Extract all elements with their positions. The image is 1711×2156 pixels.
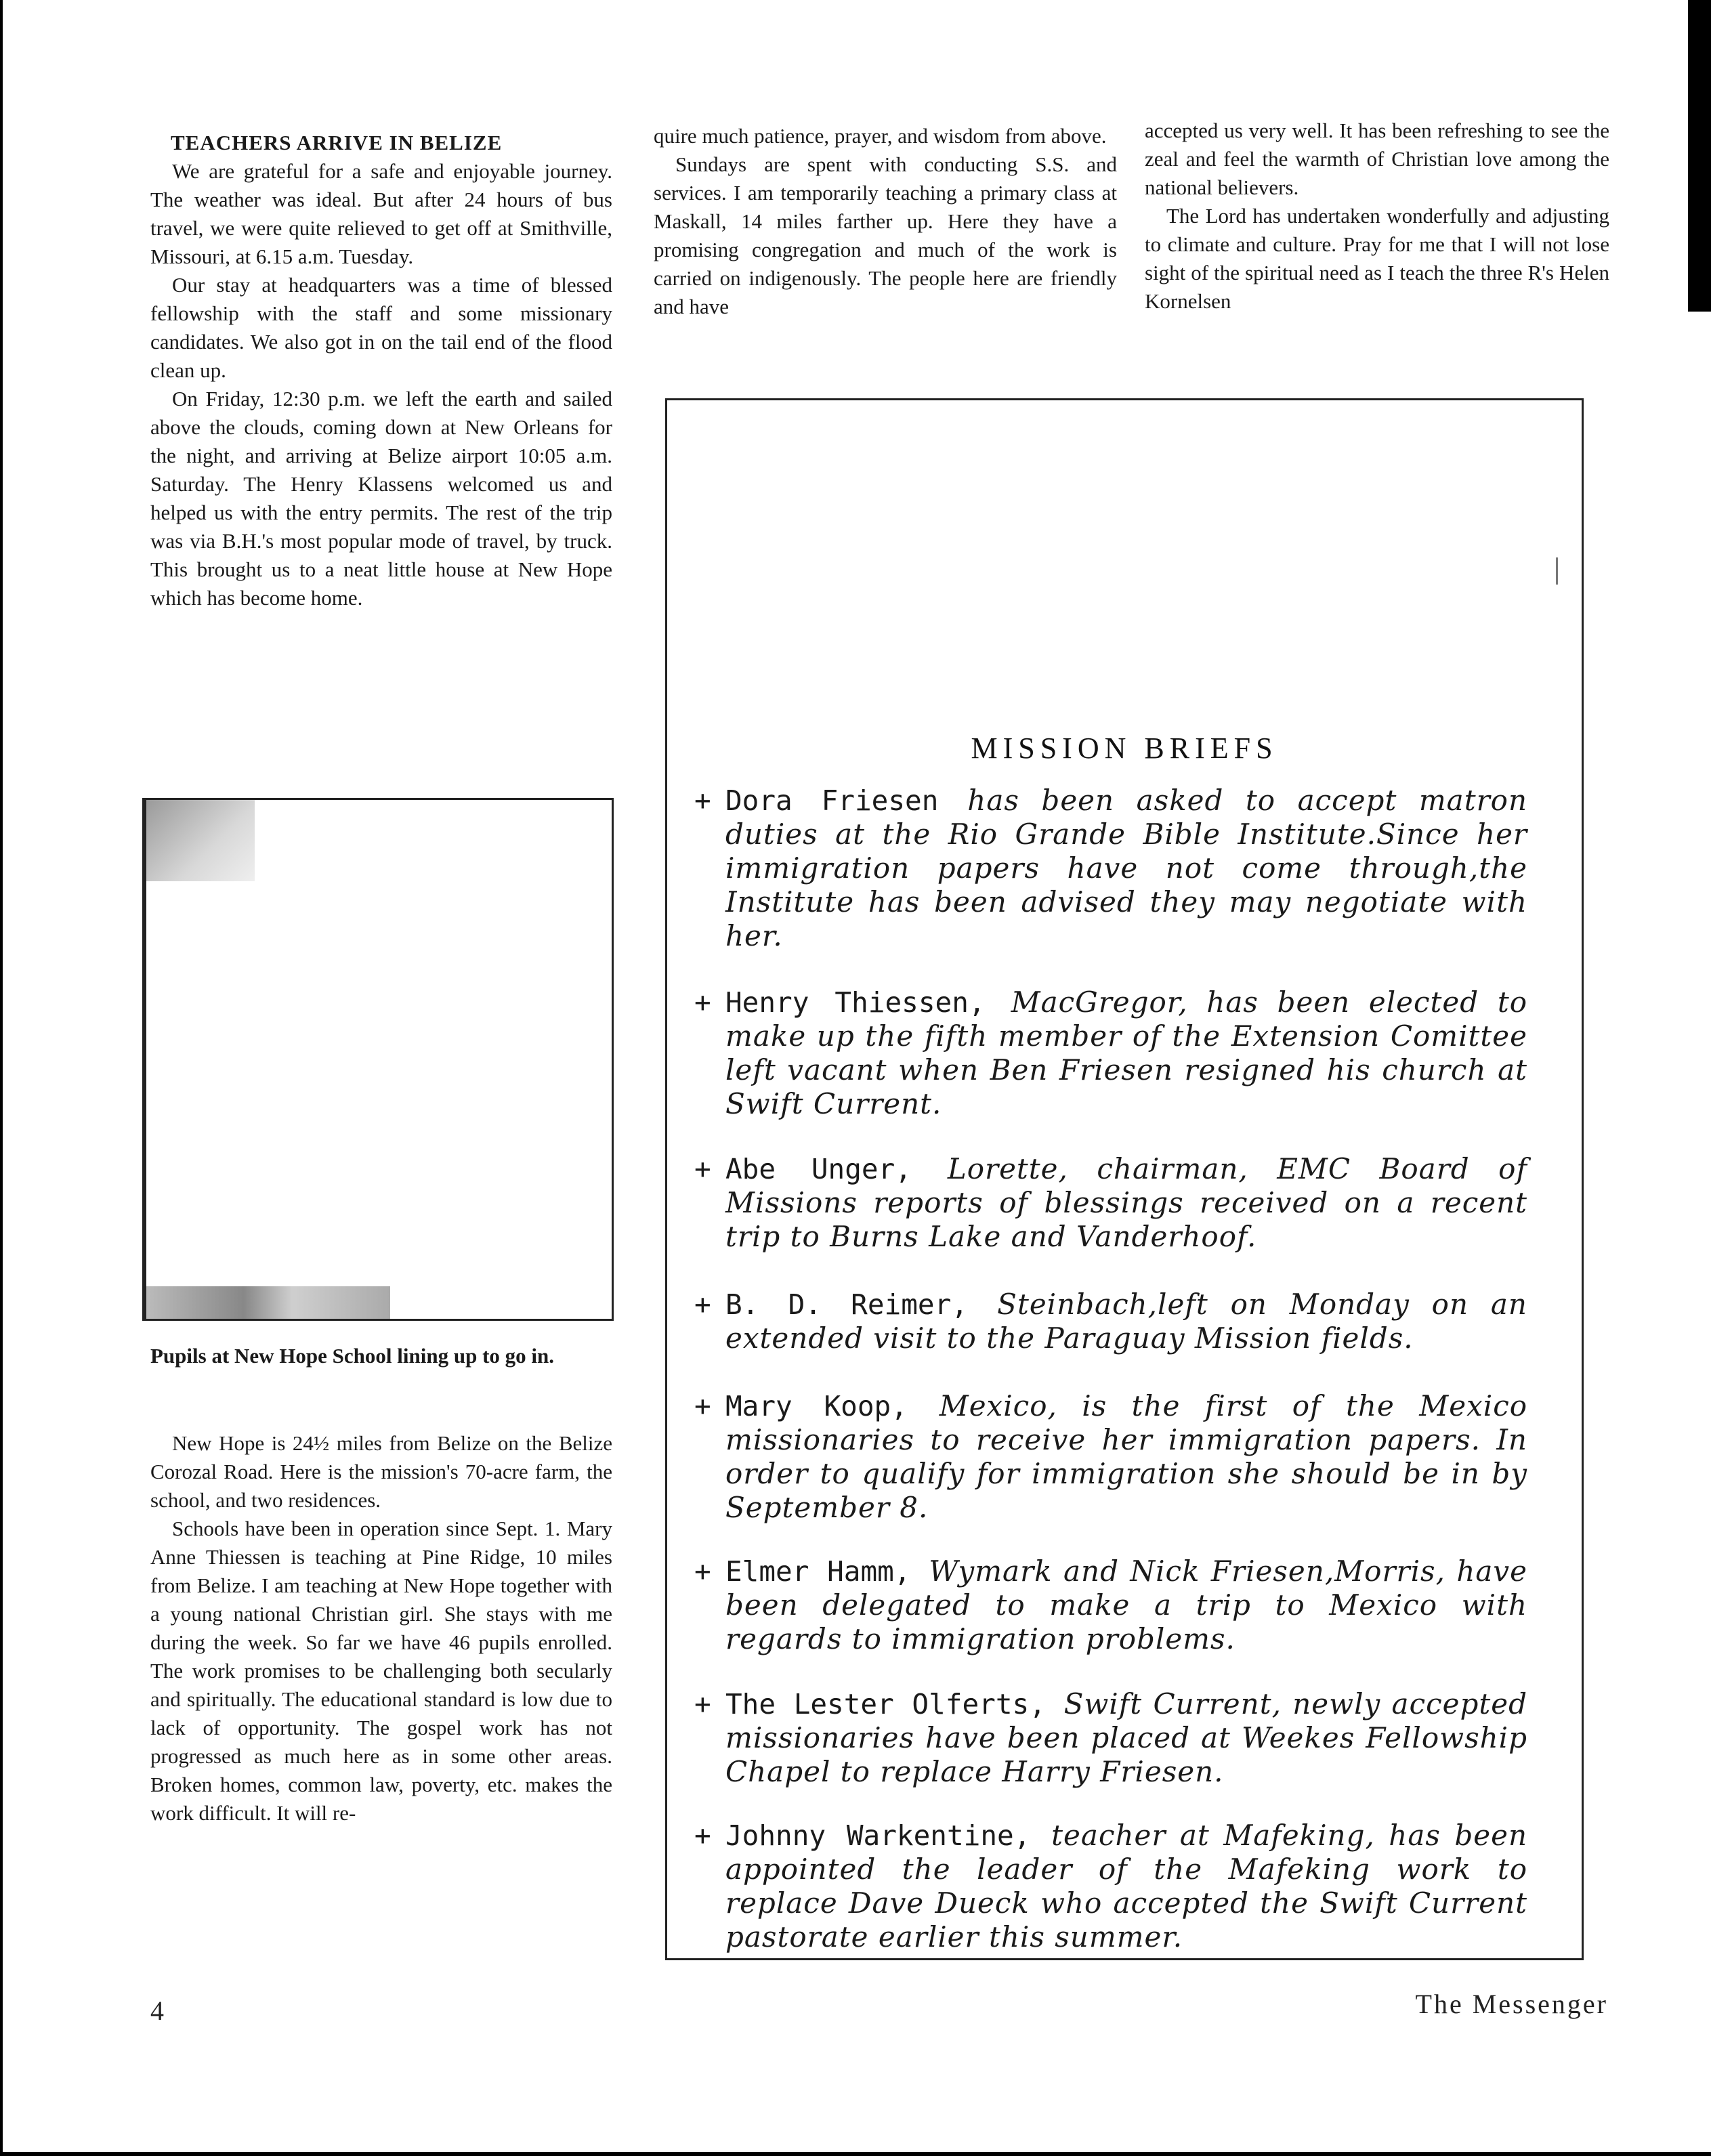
article-paragraph: We are grateful for a safe and enjoyable journey. The weather was ideal. But after 24 hours of bus travel, we were quite relieved to get off at Smithville, Missouri, at 6.15 a.m. Tuesday.	[150, 159, 612, 268]
brief-text: Mexico, is the first of the Mexico missionaries to receive her immigration papers. In order to qualify for immigration she should be in by September 8.	[725, 1389, 1528, 1524]
article-paragraph: On Friday, 12:30 p.m. we left the earth and sailed above the clouds, coming down at New Orleans for the night, and arriving at Belize airport 10:05 a.m. Saturday. The Henry Klassens welcomed us and helped us with the entry permits. The rest of the trip was via B.H.'s most popular mode of travel, by truck. This brought us to a neat little house at New Hope which has become home.	[150, 387, 612, 610]
mission-briefs-title: MISSION BRIEFS	[971, 732, 1278, 765]
article-continuation: quire much patience, prayer, and wisdom from above.	[654, 124, 1107, 148]
brief-item	[694, 986, 1527, 1121]
brief-item	[694, 1687, 1527, 1789]
plus-icon: +	[694, 986, 711, 1019]
publication-title: The Messenger	[1415, 1989, 1608, 2019]
article-signature: Helen Kornelsen	[1145, 261, 1609, 313]
brief-item	[694, 1389, 1527, 1525]
brief-text: Swift Current, newly accepted missionaries have been placed at Weekes Fellowship Chapel to replace Harry Friesen.	[725, 1687, 1527, 1788]
brief-name: Abe Unger,	[725, 1153, 912, 1185]
brief-item	[694, 1555, 1527, 1656]
scan-edge-bar	[1688, 0, 1711, 312]
brief-item	[694, 784, 1527, 953]
article-closing-text: The Lord has undertaken wonderfully and adjusting to climate and culture. Pray for me that I will not lose sight of the spiritual need as I teach the three R's	[1145, 204, 1609, 284]
article-paragraph: New Hope is 24½ miles from Belize on the Belize Corozal Road. Here is the mission's 70-acre farm, the school, and two residences.	[150, 1431, 612, 1512]
brief-text: Steinbach,left on Monday on an extended visit to the Paraguay Mission fields.	[725, 1288, 1527, 1355]
plus-icon: +	[694, 784, 711, 817]
mission-briefs-box	[665, 398, 1584, 1960]
brief-item	[694, 1288, 1527, 1355]
plus-icon: +	[694, 1390, 711, 1422]
brief-text: Lorette, chairman, EMC Board of Missions reports of blessings received on a recent trip to Burns Lake and Vanderhoof.	[725, 1152, 1528, 1253]
article-continuation: accepted us very well. It has been refreshing to see the zeal and feel the warmth of Christian love among the national believers.	[1145, 119, 1609, 199]
plus-icon: +	[694, 1288, 711, 1321]
school-photo	[142, 798, 614, 1321]
article-column-2	[654, 122, 1117, 321]
brief-item	[694, 1152, 1527, 1254]
photo-fragment-bottom	[146, 1286, 390, 1319]
article-headline: TEACHERS ARRIVE IN BELIZE	[171, 131, 503, 154]
plus-icon: +	[694, 1819, 711, 1852]
article-column-1-lower	[150, 1429, 612, 1827]
plus-icon: +	[694, 1555, 711, 1588]
article-column-1	[150, 122, 612, 612]
brief-text: teacher at Mafeking, has been appointed the leader of the Mafeking work to replace Dave Dueck who accepted the Swift Current pastorate earlier this summer.	[725, 1819, 1527, 1953]
article-paragraph: Sundays are spent with conducting S.S. and services. I am temporarily teaching a primary class at Maskall, 14 miles farther up. Here they have a promising congregation and much of the work is carried on indigenously. The people here are friendly and have	[654, 152, 1117, 318]
brief-text: MacGregor, has been elected to make up the fifth member of the Extension Comittee left vacant when Ben Friesen resigned his church at Swift Current.	[725, 986, 1527, 1120]
brief-name: Dora Friesen	[725, 784, 939, 817]
plus-icon: +	[694, 1688, 711, 1720]
brief-text: Wymark and Nick Friesen,Morris, have been delegated to make a trip to Mexico with regards to immigration problems.	[725, 1555, 1527, 1655]
brief-name: Elmer Hamm,	[725, 1555, 911, 1588]
brief-name: Johnny Warkentine,	[725, 1819, 1031, 1852]
plus-icon: +	[694, 1153, 711, 1185]
article-paragraph: Schools have been in operation since Sept. 1. Mary Anne Thiessen is teaching at Pine Ridge, 10 miles from Belize. I am teaching at New Hope together with a young national Christian girl. She stays with me during the week. So far we have 46 pupils enrolled. The work promises to be challenging both secularly and spiritually. The educational standard is low due to lack of opportunity. The gospel work has not progressed as much here as in some other areas. Broken homes, common law, poverty, etc. makes the work difficult. It will re-	[150, 1517, 612, 1825]
brief-name: Mary Koop,	[725, 1390, 908, 1422]
brief-name: B. D. Reimer,	[725, 1288, 968, 1321]
brief-name: The Lester Olferts,	[725, 1688, 1046, 1720]
article-column-3	[1145, 117, 1609, 316]
box-mark	[1556, 557, 1558, 585]
brief-text: has been asked to accept matron duties at the Rio Grande Bible Institute.Since her immigration papers have not come through,the Institute has been advised they may negotiate with her.	[725, 784, 1528, 952]
brief-item	[694, 1819, 1527, 1954]
photo-caption: Pupils at New Hope School lining up to go in.	[150, 1344, 555, 1368]
photo-fragment-top	[146, 800, 255, 881]
brief-name: Henry Thiessen,	[725, 986, 986, 1019]
page-number: 4	[150, 1995, 164, 2026]
article-paragraph: Our stay at headquarters was a time of blessed fellowship with the staff and some missionary candidates. We also got in on the tail end of the flood clean up.	[150, 273, 612, 382]
article-paragraph	[1145, 202, 1609, 316]
